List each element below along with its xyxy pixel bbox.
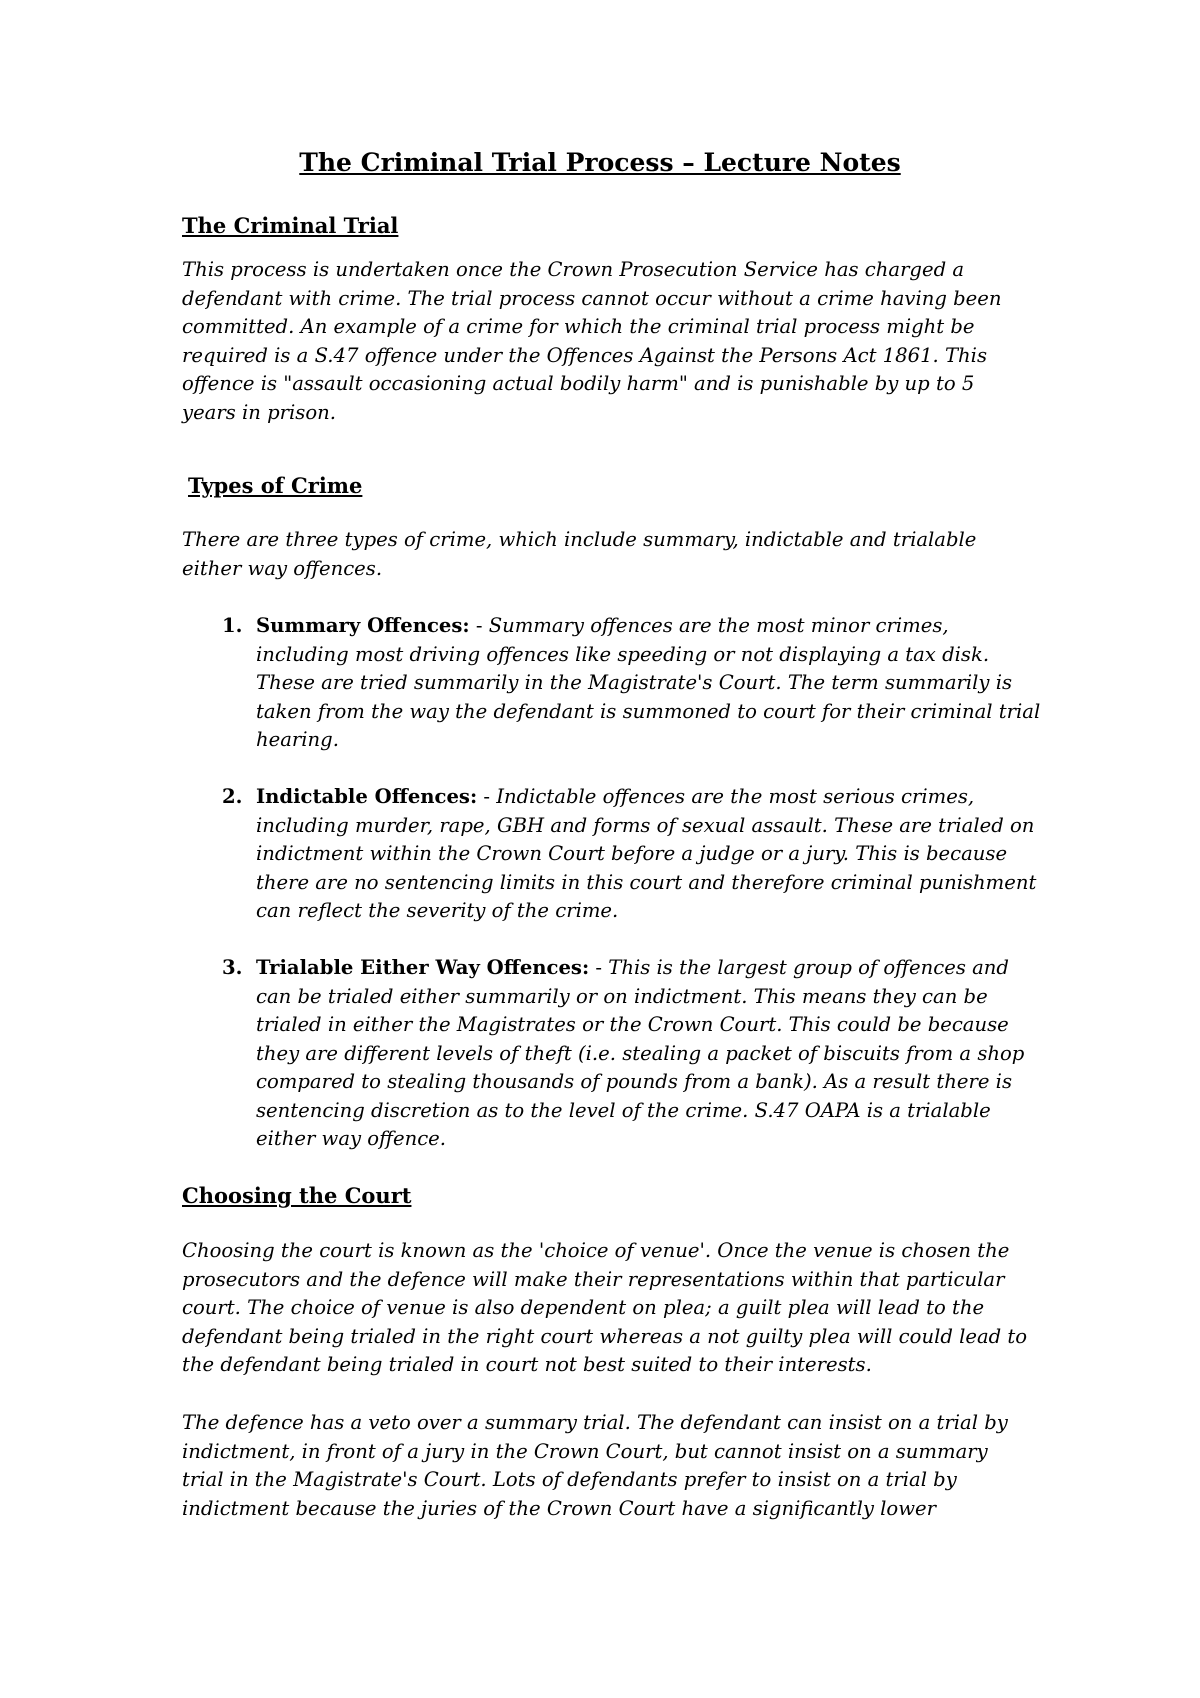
list-item-body — [256, 783, 1046, 926]
paragraph-types-of-crime: There are three types of crime, which include summary, indictable and trialable either way offences. — [182, 528, 977, 580]
list-item-body — [256, 954, 1046, 1154]
list-item-body — [256, 612, 1046, 755]
offence-description: This is the largest group of offences and can be trialed either summarily or on indictment. This means they can be trialed in either the Magistrates or the Crown Court. This could be because they are different levels of theft (i.e. stealing a packet of biscuits from a shop compared to stealing thousands of pounds from a bank). As a result there is sentencing discretion as to the level of the crime. S.47 OAPA is a trialable either way offence. — [256, 956, 1025, 1150]
offence-term: Summary Offences: — [256, 614, 470, 637]
paragraph-choosing-court-2: The defence has a veto over a summary trial. The defendant can insist on a trial by indictment, in front of a jury in the Crown Court, but cannot insist on a summary trial in the Magistrate's Court. Lots of defendants prefer to insist on a trial by indictment because the juries of the Crown Court have a significantly lower — [182, 1411, 1008, 1520]
heading-types-of-crime: Types of Crime — [188, 473, 363, 498]
offence-description: Summary offences are the most minor crimes, including most driving offences like speeding or not displaying a tax disk. These are tried summarily in the Magistrate's Court. The term summarily is taken from the way the defendant is summoned to court for their criminal trial hearing. — [256, 614, 1041, 751]
list-number: 3. — [222, 956, 243, 979]
separator: - — [477, 785, 497, 808]
separator: - — [469, 614, 489, 637]
heading-choosing-the-court: Choosing the Court — [182, 1183, 412, 1208]
paragraph-choosing-court-1: Choosing the court is known as the 'choice of venue'. Once the venue is chosen the prosecutors and the defence will make their representations within that particular court. The choice of venue is also dependent on plea; a guilt plea will lead to the defendant being trialed in the right court whereas a not guilty plea will could lead to the defendant being trialed in court not best suited to their interests. — [182, 1239, 1028, 1376]
offence-term: Indictable Offences: — [256, 785, 478, 808]
list-number: 1. — [222, 614, 243, 637]
offence-term: Trialable Either Way Offences: — [256, 956, 590, 979]
document-title: The Criminal Trial Process – Lecture Notes — [299, 148, 901, 177]
paragraph-criminal-trial: This process is undertaken once the Crown Prosecution Service has charged a defendant with crime. The trial process cannot occur without a crime having been committed. An example of a crime for which the criminal trial process might be required is a S.47 offence under the Offences Against the Persons Act 1861. This offence is "assault occasioning actual bodily harm" and is punishable by up to 5 years in prison. — [182, 258, 1002, 424]
separator: - — [589, 956, 609, 979]
list-number: 2. — [222, 785, 243, 808]
heading-criminal-trial: The Criminal Trial — [182, 213, 399, 238]
offence-description: Indictable offences are the most serious crimes, including murder, rape, GBH and forms of sexual assault. These are trialed on indictment within the Crown Court before a judge or a jury. This is because there are no sentencing limits in this court and therefore criminal punishment can reflect the severity of the crime. — [256, 785, 1037, 922]
